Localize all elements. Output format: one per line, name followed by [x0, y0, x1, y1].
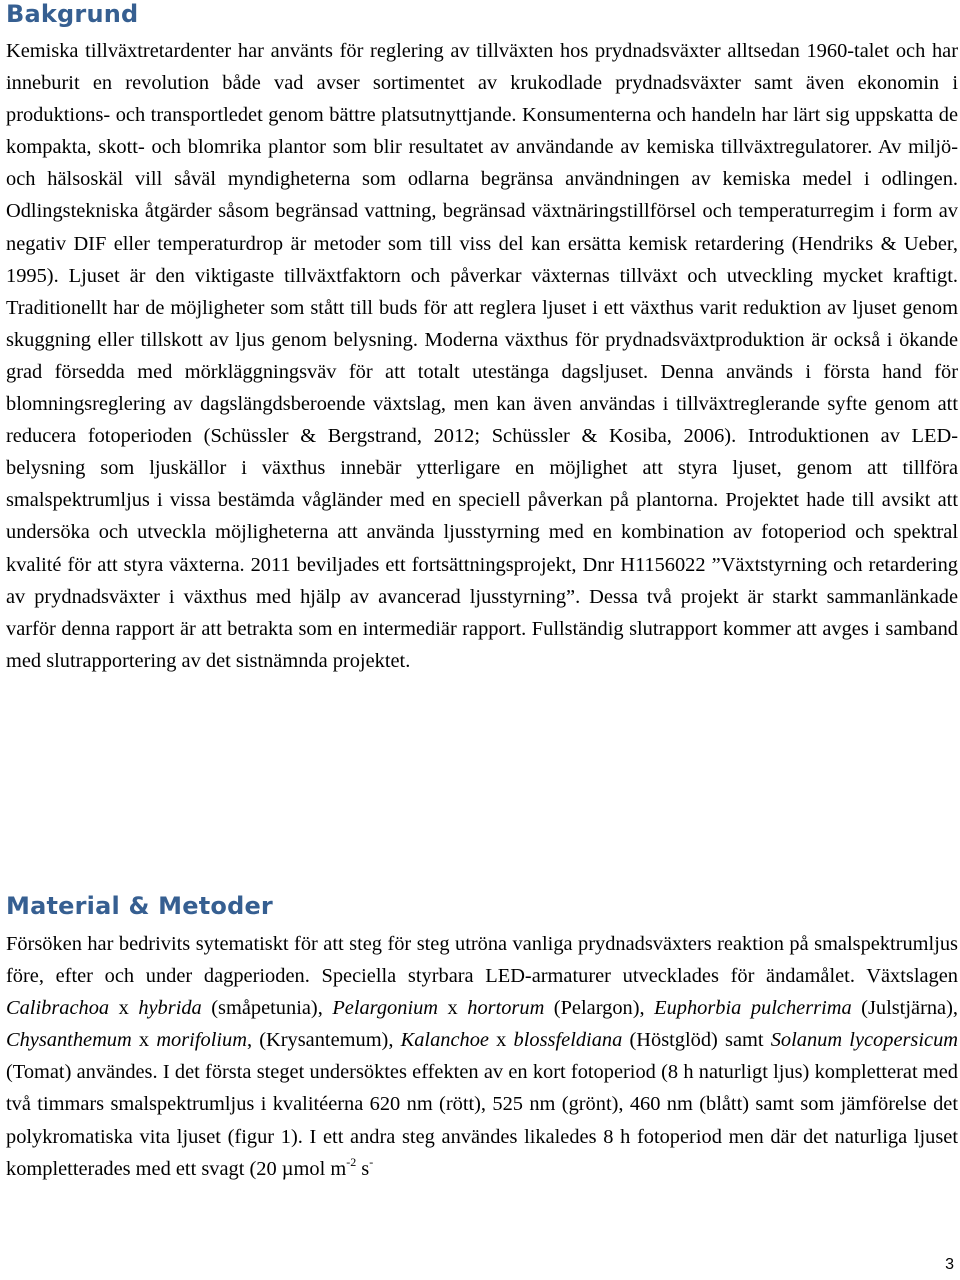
species-name: Euphorbia pulcherrima — [654, 997, 852, 1020]
text-run: s — [356, 1157, 370, 1180]
species-name: hybrida — [138, 997, 202, 1020]
text-run: (småpetunia), — [201, 997, 333, 1020]
paragraph-material-metoder — [6, 928, 958, 1187]
species-name: Solanum lycopersicum — [770, 1029, 959, 1052]
text-run: x — [438, 997, 468, 1020]
species-name: morifolium — [156, 1029, 247, 1052]
text-run: (Julstjärna), — [851, 997, 958, 1020]
text-run: x — [109, 997, 139, 1020]
species-name: Pelargonium — [332, 997, 439, 1020]
superscript: -2 — [346, 1154, 357, 1169]
section-heading-material-metoder: Material & Metoder — [6, 892, 273, 920]
text-run: (Tomat) användes. I det första steget undersöktes effekten av en kort fotoperiod (8 h naturligt ljus) kompletterat med två timmars smalspektrumljus i kvalitéerna 620 nm (rött), 525 nm (grönt), 460 nm (blått) samt som jämförelse det polykromatiska vita ljuset (figur 1). I ett andra steg användes likaledes 8 h fotoperiod men där det naturliga ljuset kompletterades med ett svagt (20 µmol m — [6, 1061, 958, 1180]
section-heading-bakgrund: Bakgrund — [6, 0, 139, 28]
text-run: (Höstglöd) samt — [622, 1029, 771, 1052]
text-run: , (Krysantemum), — [246, 1029, 401, 1052]
species-name: blossfeldiana — [513, 1029, 623, 1052]
species-name: Calibrachoa — [6, 997, 110, 1020]
text-run: x — [488, 1029, 514, 1052]
paragraph-bakgrund: Kemiska tillväxtretardenter har använts för reglering av tillväxten hos prydnadsväxter alltsedan 1960-talet och har inneburit en revolution både vad avser sortimentet av krukodlade prydnadsväxter samt även ekonomin i produktions- och transportledet genom bättre platsutnyttjande. Konsumenterna och handeln har lärt sig uppskatta de kompakta, skott- och blomrika plantor som blir resultatet av användande av kemiska tillväxtregulatorer. Av miljö- och hälsoskäl vill såväl myndigheterna som odlarna begränsa användningen av kemiska medel i odlingen. Odlingstekniska åtgärder såsom begränsad vattning, begränsad växtnäringstillförsel och temperaturregim i form av negativ DIF eller temperaturdrop är metoder som till viss del kan ersätta kemisk retardering (Hendriks & Ueber, 1995). Ljuset är den viktigaste tillväxtfaktorn och påverkar växternas tillväxt och utveckling mycket kraftigt. Traditionellt har de möjligheter som stått till buds för att reglera ljuset i ett växthus varit reduktion av ljuset genom skuggning eller tillskott av ljus genom belysning. Moderna växthus för prydnadsväxtproduktion är också i ökande grad försedda med mörkläggningsväv för att totalt utestänga dagsljuset. Denna används i första hand för blomningsreglering av dagslängdsberoende växtslag, men kan även användas i tillväxtreglerande syfte genom att reducera fotoperioden (Schüssler & Bergstrand, 2012; Schüssler & Kosiba, 2006). Introduktionen av LED-belysning som ljuskällor i växthus innebär ytterligare en möjlighet att styra ljuset, genom att tillföra smalspektrumljus i vissa bestämda vågländer med en speciell påverkan på plantorna. Projektet hade till avsikt att undersöka och utveckla möjligheterna att använda ljusstyrning med en kombination av fotoperiod och spektral kvalité för att styra växterna. 2011 beviljades ett fortsättningsprojekt, Dnr H1156022 ”Växtstyrning och retardering av prydnadsväxter i växthus med hjälp av avancerad ljusstyrning”. Dessa två projekt är starkt sammanlänkade varför denna rapport är att betrakta som en intermediär rapport. Fullständig slutrapport kommer att avges i samband med slutrapportering av det sistnämnda projektet. — [6, 40, 958, 672]
superscript: - — [369, 1154, 374, 1169]
species-name: Kalanchoe — [400, 1029, 489, 1052]
species-name: hortorum — [467, 997, 545, 1020]
species-name: Chysanthemum — [6, 1029, 132, 1052]
text-run: x — [131, 1029, 157, 1052]
text-run: (Pelargon), — [544, 997, 655, 1020]
page-number: 3 — [945, 1256, 954, 1273]
text-run: Försöken har bedrivits sytematiskt för att steg för steg utröna vanliga prydnadsväxters reaktion på smalspektrumljus före, efter och under dagperioden. Speciella styrbara LED-armaturer utvecklades för ändamålet. Växtslagen — [6, 933, 958, 988]
